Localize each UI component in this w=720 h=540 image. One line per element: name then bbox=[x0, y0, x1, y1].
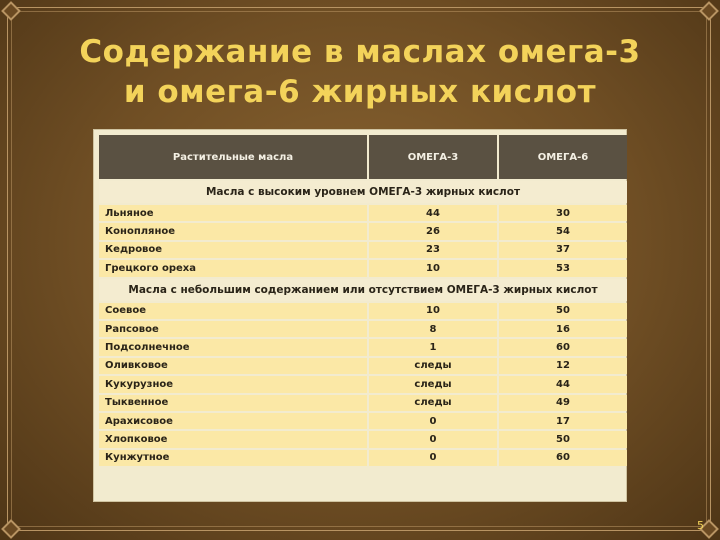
oil-name: Тыквенное bbox=[99, 395, 367, 411]
omega3-value: следы bbox=[369, 358, 497, 374]
table-row bbox=[99, 450, 627, 466]
omega6-value: 50 bbox=[499, 303, 627, 319]
slide-title-line-1: Содержание в маслах омега-3 bbox=[79, 34, 641, 70]
omega3-value: 10 bbox=[369, 303, 497, 319]
corner-ornament-icon bbox=[1, 519, 21, 539]
omega3-value: 8 bbox=[369, 321, 497, 337]
oil-name: Оливковое bbox=[99, 358, 367, 374]
page-number: 5 bbox=[697, 519, 704, 532]
table-row bbox=[99, 242, 627, 258]
table-row bbox=[99, 205, 627, 221]
omega6-value: 53 bbox=[499, 260, 627, 276]
omega6-value: 60 bbox=[499, 450, 627, 466]
omega3-value: 10 bbox=[369, 260, 497, 276]
table-header-row bbox=[99, 135, 627, 179]
omega3-value: 23 bbox=[369, 242, 497, 258]
table-row bbox=[99, 339, 627, 355]
section-label: Масла с небольшим содержанием или отсутствием ОМЕГА-3 жирных кислот bbox=[99, 279, 627, 301]
omega6-value: 37 bbox=[499, 242, 627, 258]
oil-name: Хлопковое bbox=[99, 431, 367, 447]
corner-ornament-icon bbox=[699, 1, 719, 21]
omega3-value: 44 bbox=[369, 205, 497, 221]
table-row bbox=[99, 358, 627, 374]
table-row bbox=[99, 321, 627, 337]
omega3-value: следы bbox=[369, 395, 497, 411]
header-omega6: ОМЕГА-6 bbox=[499, 135, 627, 179]
oil-name: Конопляное bbox=[99, 223, 367, 239]
omega-table bbox=[97, 133, 629, 468]
omega6-value: 49 bbox=[499, 395, 627, 411]
omega6-value: 16 bbox=[499, 321, 627, 337]
oil-name: Льняное bbox=[99, 205, 367, 221]
omega6-value: 44 bbox=[499, 376, 627, 392]
omega3-value: 0 bbox=[369, 413, 497, 429]
section-label: Масла с высоким уровнем ОМЕГА-3 жирных кислот bbox=[99, 181, 627, 203]
table-row bbox=[99, 303, 627, 319]
omega6-value: 54 bbox=[499, 223, 627, 239]
omega3-value: 0 bbox=[369, 450, 497, 466]
table-row bbox=[99, 260, 627, 276]
omega3-value: 1 bbox=[369, 339, 497, 355]
oil-name: Кедровое bbox=[99, 242, 367, 258]
omega3-value: 0 bbox=[369, 431, 497, 447]
oil-name: Соевое bbox=[99, 303, 367, 319]
oil-name: Подсолнечное bbox=[99, 339, 367, 355]
omega6-value: 60 bbox=[499, 339, 627, 355]
table-row bbox=[99, 223, 627, 239]
slide-title-line-2: и омега-6 жирных кислот bbox=[123, 74, 597, 110]
table-row bbox=[99, 431, 627, 447]
table-row bbox=[99, 395, 627, 411]
corner-ornament-icon bbox=[1, 1, 21, 21]
oil-name: Рапсовое bbox=[99, 321, 367, 337]
omega3-value: 26 bbox=[369, 223, 497, 239]
omega6-value: 12 bbox=[499, 358, 627, 374]
oil-name: Кунжутное bbox=[99, 450, 367, 466]
header-oils: Растительные масла bbox=[99, 135, 367, 179]
oil-name: Кукурузное bbox=[99, 376, 367, 392]
oil-name: Арахисовое bbox=[99, 413, 367, 429]
omega3-value: следы bbox=[369, 376, 497, 392]
slide-title bbox=[0, 32, 720, 112]
section-row-high-omega3 bbox=[99, 181, 627, 203]
table-row bbox=[99, 413, 627, 429]
omega-table-container bbox=[93, 129, 627, 502]
oil-name: Грецкого ореха bbox=[99, 260, 367, 276]
omega6-value: 50 bbox=[499, 431, 627, 447]
omega6-value: 17 bbox=[499, 413, 627, 429]
omega6-value: 30 bbox=[499, 205, 627, 221]
section-row-low-omega3 bbox=[99, 279, 627, 301]
table-row bbox=[99, 376, 627, 392]
header-omega3: ОМЕГА-3 bbox=[369, 135, 497, 179]
